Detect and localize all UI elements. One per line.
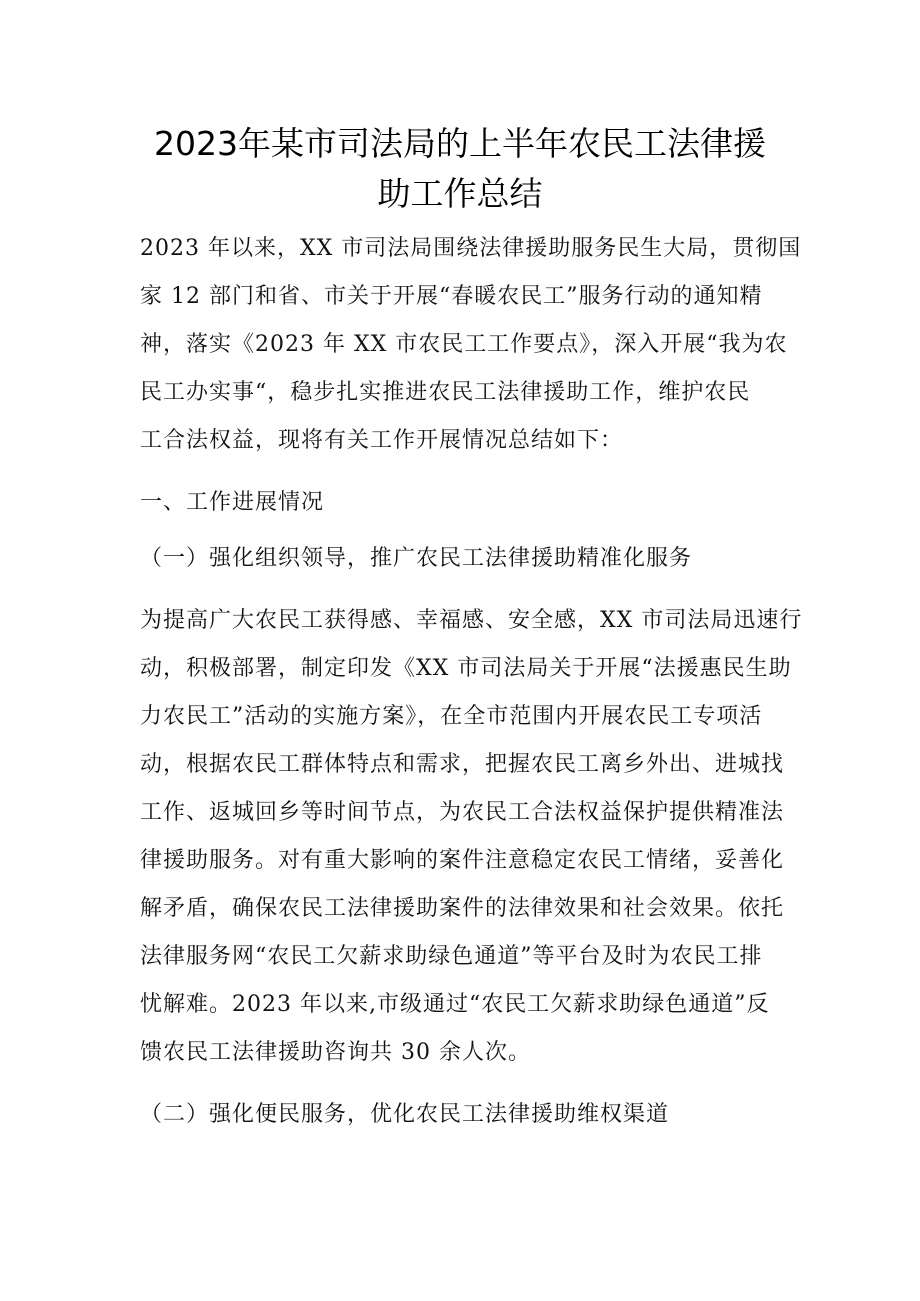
body-line: 律援助服务。对有重大影响的案件注意稳定农民工情绪，妥善化 (140, 848, 785, 873)
intro-line: 家 12 部门和省、市关于开展“春暖农民工”服务行动的通知精 (140, 284, 763, 309)
intro-line: 神，落实《2023 年 XX 市农民工工作要点》，深入开展“我为农 (140, 332, 788, 357)
body-line: 忧解难。2023 年以来,市级通过“农民工欠薪求助绿色通道”反 (140, 992, 770, 1017)
body-line: 力农民工”活动的实施方案》，在全市范围内开展农民工专项活 (140, 704, 763, 729)
body-line: 解矛盾，确保农民工法律援助案件的法律效果和社会效果。依托 (140, 896, 785, 921)
body-line: 工作、返城回乡等时间节点，为农民工合法权益保护提供精准法 (140, 800, 785, 825)
document-body (140, 225, 803, 1139)
body-line: 动，根据农民工群体特点和需求，把握农民工离乡外出、进城找 (140, 752, 785, 777)
body-paragraph (140, 597, 803, 1077)
body-line: 馈农民工法律援助咨询共 30 余人次。 (140, 1040, 531, 1065)
document-title-line-1: 2023年某市司法局的上半年农民工法律援 (154, 124, 766, 163)
subsection-heading-2: （二）强化便民服务，优化农民工法律援助维权渠道 (140, 1102, 670, 1127)
intro-line: 民工办实事“，稳步扎实推进农民工法律援助工作，维护农民 (140, 380, 751, 405)
body-line: 法律服务网“农民工欠薪求助绿色通道”等平台及时为农民工排 (140, 944, 763, 969)
section-heading: 一、工作进展情况 (140, 490, 325, 515)
intro-line: 2023 年以来，XX 市司法局围绕法律援助服务民生大局，贯彻国 (140, 236, 802, 261)
document-title-line-2: 助工作总结 (377, 174, 543, 213)
body-line: 为提高广大农民工获得感、幸福感、安全感，XX 市司法局迅速行 (140, 608, 803, 633)
subsection-heading-1: （一）强化组织领导，推广农民工法律援助精准化服务 (140, 546, 693, 571)
body-line: 动，积极部署，制定印发《XX 市司法局关于开展“法援惠民生助 (140, 656, 792, 681)
intro-paragraph (140, 225, 802, 465)
intro-line: 工合法权益，现将有关工作开展情况总结如下： (140, 428, 624, 453)
